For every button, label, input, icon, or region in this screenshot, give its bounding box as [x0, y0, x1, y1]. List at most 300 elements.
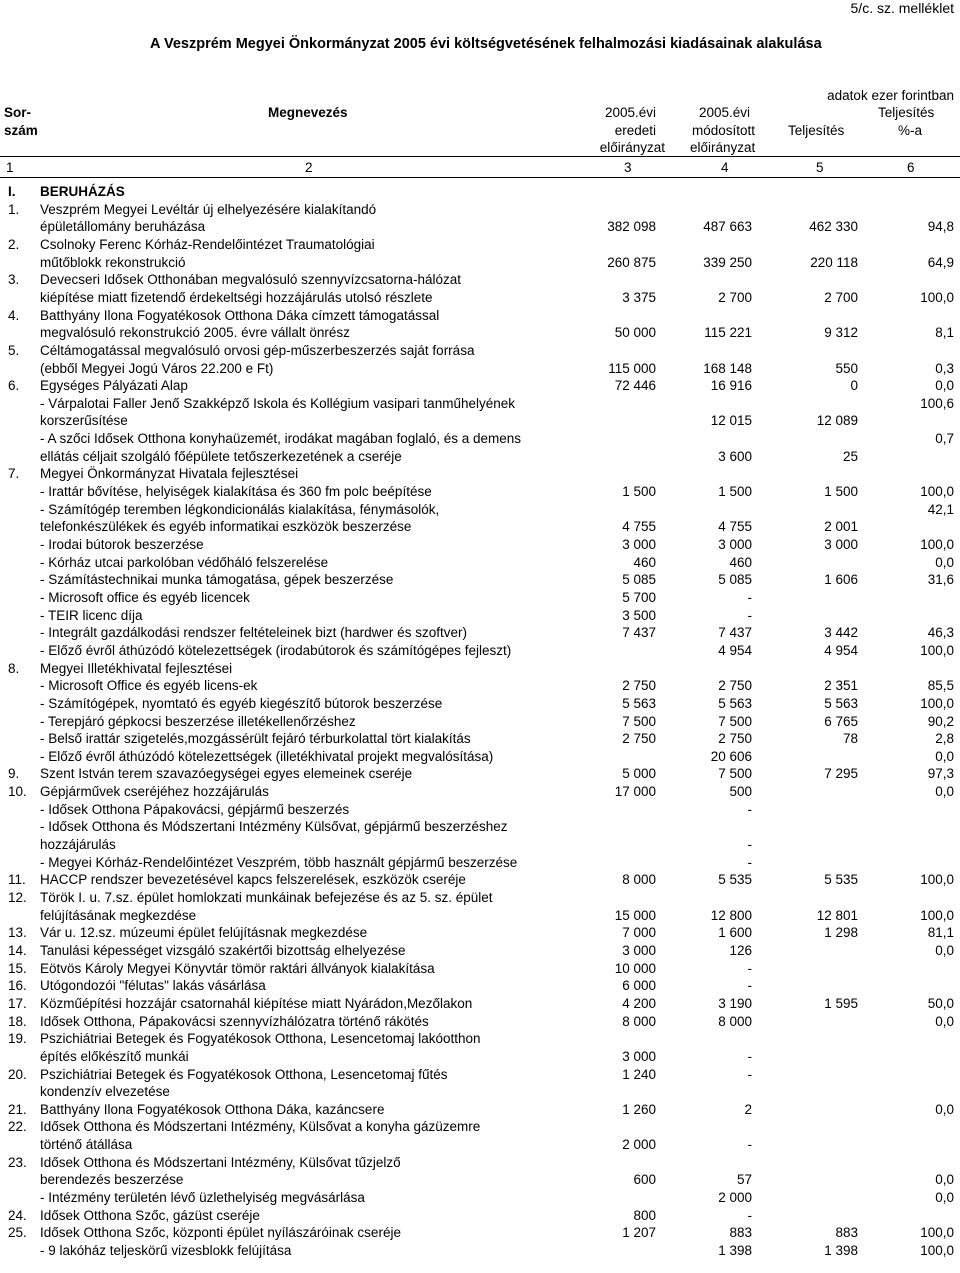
table-row	[0, 677, 960, 695]
row-number: 4.	[8, 307, 20, 323]
row-description: - TEIR licenc díja	[40, 607, 143, 623]
performance-cell: 3 442	[824, 625, 858, 641]
table-row	[0, 1101, 960, 1119]
header-modositott-2: módosított	[692, 123, 756, 138]
modified-budget-cell: 5 535	[718, 872, 752, 888]
performance-percent-cell: 8,1	[935, 325, 954, 341]
row-description: Idősek Otthona, Pápakovácsi szennyvízhálózatra történő rákötés	[40, 1013, 429, 1029]
performance-cell: 6 765	[824, 713, 858, 729]
row-number: 7.	[8, 466, 20, 482]
row-description: - Idősek Otthona és Módszertani Intézmény Külsővat, gépjármű beszerzéshez	[40, 819, 508, 835]
performance-percent-cell: 46,3	[927, 625, 954, 641]
row-number: 13.	[8, 925, 27, 941]
table-row	[0, 854, 960, 872]
row-description: Csolnoky Ferenc Kórház-Rendelőintézet Traumatológiai	[40, 236, 375, 252]
modified-budget-cell: 57	[736, 1172, 752, 1188]
table-row	[0, 801, 960, 819]
performance-percent-cell: 0,0	[935, 1101, 954, 1117]
table-row	[0, 624, 960, 642]
col-number-1: 1	[6, 160, 14, 175]
row-description: - Intézmény területén lévő üzlethelyiség megvásárlása	[40, 1190, 365, 1206]
performance-cell: 2 001	[824, 519, 858, 535]
modified-budget-cell: 500	[729, 784, 752, 800]
table-row	[0, 748, 960, 766]
modified-budget-cell: 12 015	[710, 413, 752, 429]
modified-budget-cell: 126	[729, 942, 752, 958]
performance-percent-cell: 100,0	[920, 289, 954, 305]
performance-cell: 883	[835, 1225, 858, 1241]
table-row	[0, 607, 960, 625]
table-row	[0, 1242, 960, 1260]
table-row	[0, 960, 960, 978]
row-description: - Idősek Otthona Pápakovácsi, gépjármű beszerzés	[40, 801, 350, 817]
modified-budget-cell: 8 000	[718, 1013, 752, 1029]
row-description: Devecseri Idősek Otthonában megvalósuló szennyvízcsatorna-hálózat	[40, 272, 461, 288]
row-description: Batthyány Ilona Fogyatékosok Otthona Dáka, kazáncsere	[40, 1101, 385, 1117]
row-description: - A szőci Idősek Otthona konyhaüzemét, irodákat magában foglaló, és a demens	[40, 431, 522, 447]
performance-cell: 12 089	[816, 413, 858, 429]
row-description: - Várpalotai Faller Jenő Szakképző Iskola és Kollégium vasipari tanműhelyének	[40, 395, 515, 411]
performance-cell: 1 398	[824, 1243, 858, 1258]
modified-budget-cell: 2 000	[718, 1190, 752, 1206]
table-row	[0, 254, 960, 272]
row-description: megvalósuló rekonstrukció 2005. évre vállalt önrész	[40, 325, 350, 341]
modified-budget-cell: -	[747, 1137, 752, 1153]
table-row	[0, 765, 960, 783]
row-description: HACCP rendszer bevezetésével kapcs felszerelések, eszközök cseréje	[40, 872, 466, 888]
modified-budget-cell: -	[747, 1048, 752, 1064]
original-budget-cell: 72 446	[614, 378, 656, 394]
header-eredeti-3: előirányzat	[599, 140, 665, 155]
row-number: 15.	[8, 960, 27, 976]
modified-budget-cell: -	[747, 607, 752, 623]
modified-budget-cell: 3 000	[718, 537, 752, 552]
modified-budget-cell: -	[747, 589, 752, 605]
original-budget-cell: 800	[633, 1207, 656, 1223]
modified-budget-cell: 339 250	[703, 254, 752, 270]
modified-budget-cell: -	[747, 801, 752, 817]
performance-percent-cell: 85,5	[927, 678, 954, 694]
row-description: - Microsoft office és egyéb licencek	[40, 589, 250, 605]
table-row	[0, 1030, 960, 1048]
table-row	[0, 501, 960, 519]
original-budget-cell: 1 500	[622, 484, 656, 500]
table-row	[0, 307, 960, 325]
performance-cell: 2 351	[824, 678, 858, 694]
table-row	[0, 1171, 960, 1189]
performance-percent-cell: 0,0	[935, 378, 954, 394]
header-modositott-1: 2005.évi	[699, 105, 751, 120]
performance-cell: 3 000	[824, 537, 858, 552]
table-row	[0, 465, 960, 483]
performance-percent-cell: 0,0	[935, 1172, 954, 1188]
row-description: berendezés beszerzése	[40, 1172, 184, 1188]
row-description: Veszprém Megyei Levéltár új elhelyezésére kialakítandó	[40, 201, 377, 217]
performance-percent-cell: 0,0	[935, 1190, 954, 1206]
row-description: Batthyány Ilona Fogyatékosok Otthona Dáka címzett támogatással	[40, 307, 440, 323]
performance-cell: 9 312	[824, 325, 858, 341]
header-divider-top	[0, 156, 960, 157]
original-budget-cell: 3 000	[622, 942, 656, 958]
row-description: Gépjárművek cseréjéhez hozzájárulás	[40, 784, 269, 800]
original-budget-cell: 1 240	[622, 1066, 656, 1082]
table-row	[0, 236, 960, 254]
table-row	[0, 942, 960, 960]
performance-percent-cell: 100,6	[920, 395, 954, 411]
col-number-2: 2	[305, 160, 313, 175]
header-megnevezes: Megnevezés	[268, 105, 348, 120]
performance-cell: 0	[850, 378, 858, 394]
row-description: BERUHÁZÁS	[40, 184, 125, 199]
header-eredeti-1: 2005.évi	[604, 105, 656, 120]
modified-budget-cell: 883	[729, 1225, 752, 1241]
original-budget-cell: 3 000	[622, 537, 656, 552]
original-budget-cell: 382 098	[607, 219, 656, 235]
original-budget-cell: 7 000	[622, 925, 656, 941]
performance-percent-cell: 100,0	[920, 907, 954, 923]
table-row	[0, 218, 960, 236]
row-number: 16.	[8, 978, 27, 994]
performance-percent-cell: 94,8	[927, 219, 954, 235]
row-description: - Integrált gazdálkodási rendszer feltételeinek bizt (hardwer és szoftver)	[40, 625, 467, 641]
row-description: ellátás céljait szolgáló főépülete tetőszerkezetének a cseréje	[40, 448, 402, 464]
table-row	[0, 377, 960, 395]
table-row	[0, 536, 960, 554]
header-sor: Sor-	[4, 105, 31, 120]
performance-percent-cell: 2,8	[935, 731, 954, 747]
performance-percent-cell: 90,2	[927, 713, 954, 729]
performance-percent-cell: 100,0	[920, 872, 954, 888]
row-description: - Előző évről áthúzódó kötelezettségek (irodabútorok és számítógépes fejleszt)	[40, 642, 512, 658]
header-eredeti-2: eredeti	[614, 123, 656, 138]
table-row	[0, 924, 960, 942]
row-description: Eötvös Károly Megyei Könyvtár tömör raktári állványok kialakítása	[40, 960, 435, 976]
performance-cell: 4 954	[824, 642, 858, 658]
performance-percent-cell: 100,0	[920, 1243, 954, 1258]
row-description: (ebből Megyei Jogú Város 22.200 e Ft)	[40, 360, 274, 376]
col-number-3: 3	[624, 160, 632, 175]
performance-percent-cell: 100,0	[920, 1225, 954, 1241]
performance-cell: 462 330	[809, 219, 858, 235]
row-description: Vár u. 12.sz. múzeumi épület felújításnak megkezdése	[40, 925, 368, 941]
table-row	[0, 483, 960, 501]
performance-cell: 7 295	[824, 766, 858, 782]
table-row	[0, 713, 960, 731]
row-number: 22.	[8, 1119, 27, 1135]
performance-cell: 5 563	[824, 695, 858, 711]
row-number: 20.	[8, 1066, 27, 1082]
original-budget-cell: 5 085	[622, 572, 656, 588]
row-description: Megyei Önkormányzat Hivatala fejlesztései	[40, 466, 299, 482]
table-row	[0, 1013, 960, 1031]
performance-percent-cell: 0,0	[935, 748, 954, 764]
performance-cell: 1 500	[824, 484, 858, 500]
header-teljesites: Teljesítés	[788, 123, 845, 138]
performance-percent-cell: 0,0	[935, 784, 954, 800]
row-description: telefonkészülékek és egyéb informatikai eszközök beszerzése	[40, 519, 412, 535]
row-description: Pszichiátriai Betegek és Fogyatékosok Otthona, Lesencetomaj lakóotthon	[40, 1031, 481, 1047]
table-row	[0, 977, 960, 995]
row-description: Pszichiátriai Betegek és Fogyatékosok Otthona, Lesencetomaj fűtés	[40, 1066, 448, 1082]
table-row	[0, 1189, 960, 1207]
modified-budget-cell: 2	[744, 1101, 752, 1117]
row-description: épületállomány beruházása	[40, 219, 206, 235]
performance-percent-cell: 100,0	[920, 537, 954, 552]
performance-cell: 25	[842, 448, 858, 464]
performance-percent-cell: 100,0	[920, 484, 954, 500]
modified-budget-cell: 7 437	[718, 625, 752, 641]
modified-budget-cell: -	[747, 837, 752, 853]
row-description: - Microsoft Office és egyéb licens-ek	[40, 678, 258, 694]
performance-cell: 2 700	[824, 289, 858, 305]
row-description: kiépítése miatt fizetendő érdekeltségi hozzájárulás utolsó részlete	[40, 289, 433, 305]
row-description: Idősek Otthona Szőc, központi épület nyílászáróinak cseréje	[40, 1225, 401, 1241]
table-row	[0, 1118, 960, 1136]
row-description: - Irattár bővítése, helyiségek kialakítása és 360 fm polc beépítése	[40, 484, 432, 500]
row-number: I.	[8, 184, 16, 199]
performance-cell: 78	[842, 731, 858, 747]
original-budget-cell: 2 750	[622, 678, 656, 694]
page-title: A Veszprém Megyei Önkormányzat 2005 évi költségvetésének felhalmozási kiadásainak alakulása	[150, 36, 822, 52]
row-description: - Kórház utcai parkolóban védőháló felszerelése	[40, 554, 329, 570]
performance-cell: 1 595	[824, 995, 858, 1011]
original-budget-cell: 3 375	[622, 289, 656, 305]
original-budget-cell: 10 000	[614, 960, 656, 976]
performance-percent-cell: 42,1	[927, 501, 954, 517]
row-number: 14.	[8, 942, 27, 958]
table-row	[0, 589, 960, 607]
original-budget-cell: 4 755	[622, 519, 656, 535]
row-description: - Előző évről áthúzódó kötelezettségek (illetékhivatal projekt megvalósítása)	[40, 748, 494, 764]
row-number: 18.	[8, 1013, 27, 1029]
modified-budget-cell: 2 750	[718, 678, 752, 694]
row-description: - Számítógépek, nyomtató és egyéb kiegészítő bútorok beszerzése	[40, 695, 443, 711]
table-row	[0, 783, 960, 801]
table-row	[0, 660, 960, 678]
row-description: - Számítástechnikai munka támogatása, gépek beszerzése	[40, 572, 394, 588]
row-number: 8.	[8, 660, 20, 676]
original-budget-cell: 7 500	[622, 713, 656, 729]
row-description: Utógondozói "félutas" lakás vásárlása	[40, 978, 266, 994]
modified-budget-cell: -	[747, 854, 752, 870]
row-number: 19.	[8, 1031, 27, 1047]
modified-budget-cell: 3 600	[718, 448, 752, 464]
table-row	[0, 730, 960, 748]
modified-budget-cell: 4 954	[718, 642, 752, 658]
modified-budget-cell: 115 221	[704, 325, 752, 341]
table-row	[0, 430, 960, 448]
modified-budget-cell: 1 398	[718, 1243, 752, 1258]
row-description: Megyei Illetékhivatal fejlesztései	[40, 660, 233, 676]
table-row	[0, 642, 960, 660]
row-description: Tanulási képességet vizsgáló szakértői bizottság elhelyezése	[40, 942, 406, 958]
performance-cell: 220 118	[810, 254, 858, 270]
performance-percent-cell: 0,0	[935, 1013, 954, 1029]
header-szam: szám	[4, 123, 38, 138]
modified-budget-cell: -	[747, 978, 752, 994]
performance-cell: 12 801	[816, 907, 858, 923]
table-row	[0, 342, 960, 360]
original-budget-cell: 5 700	[622, 589, 656, 605]
row-description: Közműépítési hozzájár csatornahál kiépítése miatt Nyárádon,Mezőlakon	[40, 995, 473, 1011]
table-row	[0, 1136, 960, 1154]
modified-budget-cell: 4 755	[718, 519, 752, 535]
row-description: Idősek Otthona és Módszertani Intézmény, Külsővat tűzjelző	[40, 1154, 401, 1170]
table-row	[0, 518, 960, 536]
table-row	[0, 554, 960, 572]
original-budget-cell: 5 000	[622, 766, 656, 782]
modified-budget-cell: 2 700	[718, 289, 752, 305]
performance-percent-cell: 81,1	[927, 925, 954, 941]
row-description: - Irodai bútorok beszerzése	[40, 537, 204, 552]
row-description: Török I. u. 7.sz. épület homlokzati munkáinak befejezése és az 5. sz. épület	[40, 890, 493, 905]
unit-note: adatok ezer forintban	[827, 88, 954, 103]
modified-budget-cell: 1 600	[718, 925, 752, 941]
modified-budget-cell: 2 750	[718, 731, 752, 747]
performance-cell: 550	[835, 360, 858, 376]
original-budget-cell: 1 207	[622, 1225, 656, 1241]
row-description: - Terepjáró gépkocsi beszerzése illetékellenőrzéshez	[40, 713, 356, 729]
row-description: műtőblokk rekonstrukció	[40, 254, 186, 270]
table-row	[0, 907, 960, 925]
performance-percent-cell: 100,0	[920, 642, 954, 658]
row-description: - Számítógép teremben légkondicionálás kialakítása, fénymásolók,	[40, 501, 440, 517]
original-budget-cell: 1 260	[622, 1101, 656, 1117]
table-row	[0, 818, 960, 836]
original-budget-cell: 8 000	[622, 872, 656, 888]
row-description: Szent István terem szavazóegységei egyes elemeinek cseréje	[40, 766, 413, 782]
modified-budget-cell: 1 500	[718, 484, 752, 500]
table-row	[0, 183, 960, 201]
row-number: 11.	[8, 872, 26, 888]
modified-budget-cell: 12 800	[710, 907, 752, 923]
original-budget-cell: 4 200	[622, 995, 656, 1011]
table-row	[0, 889, 960, 907]
performance-percent-cell: 50,0	[927, 995, 954, 1011]
table-row	[0, 1224, 960, 1242]
performance-cell: 5 535	[824, 872, 858, 888]
row-number: 9.	[8, 766, 20, 782]
table-row	[0, 448, 960, 466]
col-number-4: 4	[721, 160, 729, 175]
original-budget-cell: 50 000	[614, 325, 656, 341]
performance-percent-cell: 0,3	[935, 360, 954, 376]
modified-budget-cell: 460	[729, 554, 752, 570]
table-row	[0, 695, 960, 713]
original-budget-cell: 6 000	[622, 978, 656, 994]
row-number: 25.	[8, 1225, 27, 1241]
original-budget-cell: 460	[633, 554, 656, 570]
modified-budget-cell: -	[747, 960, 752, 976]
modified-budget-cell: 168 148	[703, 360, 752, 376]
row-number: 17.	[8, 995, 27, 1011]
row-description: Egységes Pályázati Alap	[40, 378, 188, 394]
original-budget-cell: 2 000	[622, 1137, 656, 1153]
col-number-5: 5	[816, 160, 824, 175]
performance-percent-cell: 64,9	[927, 254, 954, 270]
row-description: Céltámogatással megvalósuló orvosi gép-műszerbeszerzés saját forrása	[40, 342, 475, 358]
header-divider-bottom	[0, 177, 960, 178]
performance-percent-cell: 0,0	[935, 942, 954, 958]
original-budget-cell: 3 500	[622, 607, 656, 623]
header-modositott-3: előirányzat	[690, 140, 756, 155]
modified-budget-cell: 5 563	[718, 695, 752, 711]
table-row	[0, 571, 960, 589]
original-budget-cell: 115 000	[608, 360, 656, 376]
performance-percent-cell: 0,7	[935, 431, 954, 447]
header-szazalek-2: %-a	[898, 123, 923, 138]
row-number: 23.	[8, 1154, 27, 1170]
original-budget-cell: 15 000	[614, 907, 656, 923]
table-row	[0, 1083, 960, 1101]
col-number-6: 6	[907, 160, 915, 175]
table-row	[0, 395, 960, 413]
modified-budget-cell: -	[747, 1207, 752, 1223]
row-number: 3.	[8, 272, 20, 288]
performance-cell: 1 298	[824, 925, 858, 941]
row-number: 2.	[8, 236, 20, 252]
row-description: felújításának megkezdése	[40, 907, 197, 923]
original-budget-cell: 8 000	[622, 1013, 656, 1029]
table-row	[0, 289, 960, 307]
table-row	[0, 1154, 960, 1172]
row-number: 6.	[8, 378, 20, 394]
modified-budget-cell: 16 916	[710, 378, 752, 394]
table-row	[0, 1066, 960, 1084]
row-description: - 9 lakóház teljeskörű vizesblokk felújítása	[40, 1243, 292, 1258]
row-number: 10.	[8, 784, 27, 800]
row-description: korszerűsítése	[40, 413, 128, 429]
table-row	[0, 412, 960, 430]
original-budget-cell: 17 000	[614, 784, 656, 800]
performance-percent-cell: 100,0	[920, 695, 954, 711]
modified-budget-cell: 7 500	[718, 713, 752, 729]
modified-budget-cell: 487 663	[703, 219, 752, 235]
row-description: Idősek Otthona Szőc, gázüst cseréje	[40, 1207, 260, 1223]
table-row	[0, 1207, 960, 1225]
row-description: - Belső irattár szigetelés,mozgássérült fejáró térburkolattal tört kialakítás	[40, 731, 471, 747]
modified-budget-cell: 3 190	[718, 995, 752, 1011]
modified-budget-cell: 7 500	[718, 766, 752, 782]
table-row	[0, 201, 960, 219]
original-budget-cell: 2 750	[622, 731, 656, 747]
performance-percent-cell: 0,0	[935, 554, 954, 570]
original-budget-cell: 3 000	[622, 1048, 656, 1064]
row-description: kondenzív elvezetése	[40, 1084, 170, 1100]
row-description: építés előkészítő munkái	[40, 1048, 189, 1064]
row-number: 12.	[8, 890, 27, 905]
row-number: 21.	[8, 1101, 27, 1117]
row-number: 24.	[8, 1207, 27, 1223]
row-number: 5.	[8, 342, 20, 358]
row-number: 1.	[8, 201, 20, 217]
performance-cell: 1 606	[824, 572, 858, 588]
row-description: - Megyei Kórház-Rendelőintézet Veszprém, több használt gépjármű beszerzése	[40, 854, 518, 870]
modified-budget-cell: 5 085	[718, 572, 752, 588]
row-description: Idősek Otthona és Módszertani Intézmény, Külsővat a konyha gázüzemre	[40, 1119, 481, 1135]
row-description: történő átállása	[40, 1137, 133, 1153]
original-budget-cell: 7 437	[622, 625, 656, 641]
original-budget-cell: 260 875	[607, 254, 656, 270]
annex-label: 5/c. sz. melléklet	[850, 0, 954, 16]
row-description: hozzájárulás	[40, 837, 116, 853]
table-row	[0, 360, 960, 378]
table-row	[0, 871, 960, 889]
performance-percent-cell: 97,3	[927, 766, 954, 782]
table-row	[0, 995, 960, 1013]
table-row	[0, 836, 960, 854]
table-row	[0, 1048, 960, 1066]
